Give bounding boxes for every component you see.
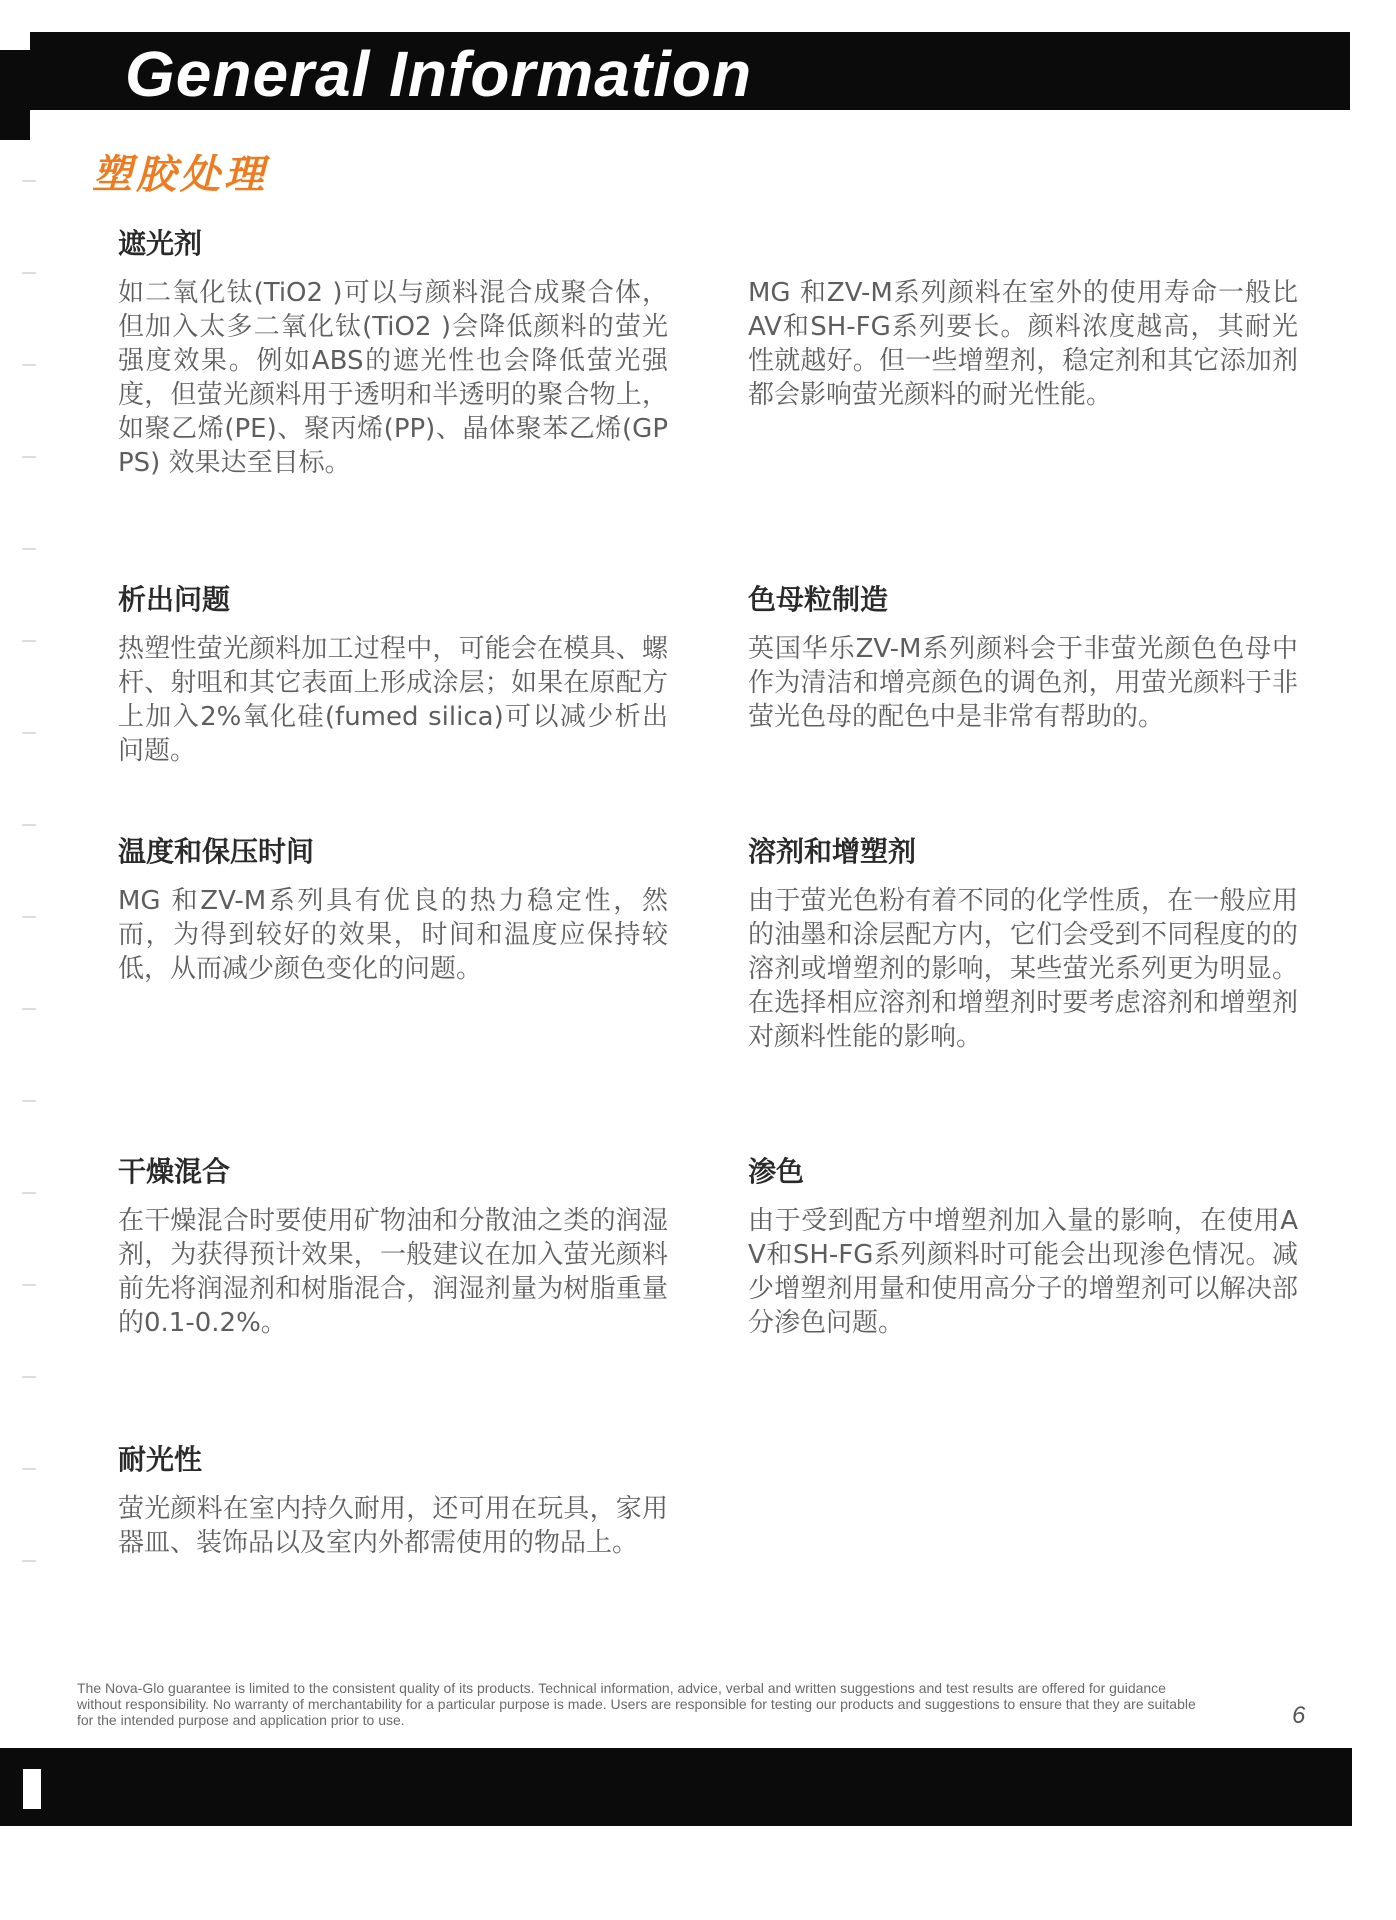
section-body: MG 和ZV-M系列具有优良的热力稳定性，然而，为得到较好的效果，时间和温度应保持较低，从而减少颜色变化的问题。: [118, 886, 668, 984]
header-tab: [0, 50, 30, 140]
section-heading: 溶剂和增塑剂: [748, 835, 917, 868]
footer-tab: [20, 1766, 44, 1812]
section-dry-blending: [118, 1154, 668, 1340]
section-body: MG 和ZV-M系列颜料在室外的使用寿命一般比AV和SH-FG系列要长。颜料浓度越高，其耐光性就越好。但一些增塑剂，稳定剂和其它添加剂都会影响萤光颜料的耐光性能。: [748, 278, 1298, 410]
footer-band: [0, 1748, 1352, 1826]
footer-disclaimer: The Nova-Glo guarantee is limited to the consistent quality of its products. Technical information, advice, verbal and written suggestions and test results are offered for guidance without responsibility. No warranty of merchantability for a particular purpose is made. Users are responsible for testing our products and suggestions to ensure that they are suitable for the intended purpose and application prior to use.: [77, 1680, 1196, 1728]
section-body: 英国华乐ZV-M系列颜料会于非萤光颜色色母中作为清洁和增亮颜色的调色剂，用萤光颜料于非萤光色母的配色中是非常有帮助的。: [748, 634, 1298, 732]
section-body: 如二氧化钛(TiO2 )可以与颜料混合成聚合体，但加入太多二氧化钛(TiO2 )会降低颜料的萤光强度效果。例如ABS的遮光性也会降低萤光强度，但萤光颜料用于透明和半透明的聚合物上，如聚乙烯(PE)、聚丙烯(PP)、晶体聚苯乙烯(GPPS) 效果达至目标。: [118, 278, 668, 478]
section-masterbatch: [748, 582, 1298, 734]
section-body: 萤光颜料在室内持久耐用，还可用在玩具，家用器皿、装饰品以及室内外都需使用的物品上。: [118, 1494, 668, 1558]
section-heading: 析出问题: [118, 583, 231, 616]
section-opacifier: [118, 226, 668, 480]
page-header-title: General Information: [125, 38, 753, 110]
section-heading: 耐光性: [118, 1443, 203, 1476]
page-number: 6: [1292, 1702, 1306, 1729]
section-heading: 色母粒制造: [748, 583, 889, 616]
section-heading: 渗色: [748, 1155, 805, 1188]
section-body: 在干燥混合时要使用矿物油和分散油之类的润湿剂，为获得预计效果，一般建议在加入萤光颜料前先将润湿剂和树脂混合，润湿剂量为树脂重量的0.1-0.2%。: [118, 1206, 668, 1338]
section-title: 塑胶处理: [92, 151, 268, 198]
section-body: 热塑性萤光颜料加工过程中，可能会在模具、螺杆、射咀和其它表面上形成涂层；如果在原配方上加入2%氧化硅(fumed silica)可以减少析出问题。: [118, 634, 668, 766]
section-solvents: [748, 834, 1298, 1054]
margin-ticks: [22, 180, 38, 1680]
section-heading: 干燥混合: [118, 1155, 231, 1188]
section-heading: 温度和保压时间: [118, 835, 315, 868]
section-bleeding: [748, 1154, 1298, 1340]
section-temperature: [118, 834, 668, 986]
section-plate-out: [118, 582, 668, 768]
section-body: 由于受到配方中增塑剂加入量的影响，在使用AV和SH-FG系列颜料时可能会出现渗色情况。减少增塑剂用量和使用高分子的增塑剂可以解决部分渗色问题。: [748, 1206, 1298, 1338]
section-outdoor-durability: [748, 276, 1298, 412]
section-lightfastness: [118, 1442, 668, 1560]
section-body: 由于萤光色粉有着不同的化学性质，在一般应用的油墨和涂层配方内，它们会受到不同程度的的溶剂或增塑剂的影响，某些萤光系列更为明显。在选择相应溶剂和增塑剂时要考虑溶剂和增塑剂对颜料性能的影响。: [748, 886, 1298, 1052]
section-heading: 遮光剂: [118, 227, 203, 260]
